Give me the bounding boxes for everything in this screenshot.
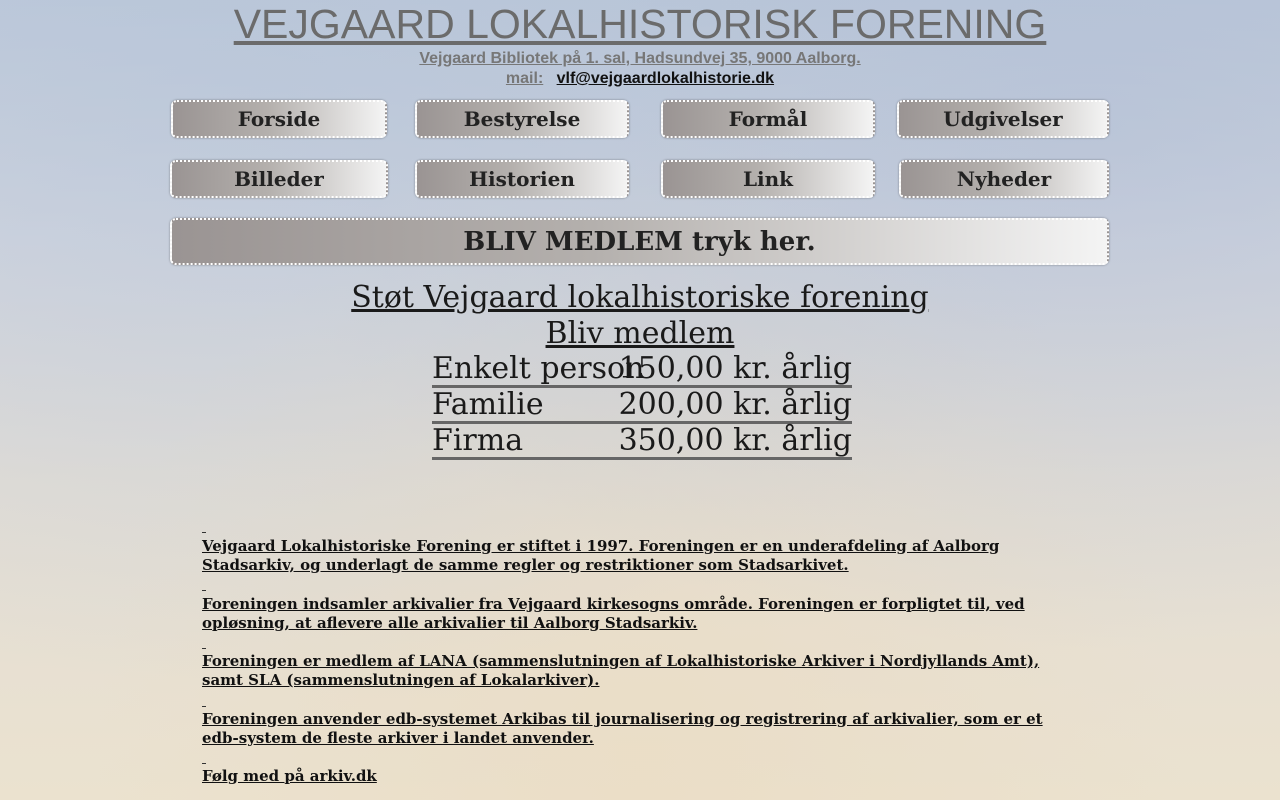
support-subtitle: Bliv medlem (545, 316, 735, 351)
price-value: 150,00 kr. årlig (618, 351, 852, 386)
nav-billeder-button[interactable]: Billeder (170, 160, 388, 198)
price-name: Enkelt person (432, 351, 645, 386)
mail-label: mail: (505, 70, 544, 87)
support-title: Støt Vejgaard lokalhistoriske forening (351, 280, 929, 315)
info-paragraph-arkibas: Foreningen anvender edb-systemet Arkibas til journalisering og registrering af arkivalier, som er et edb-system de fleste arkiver i landet anvender. (202, 710, 1043, 747)
site-title: VEJGAARD LOKALHISTORISK FORENING (233, 1, 1047, 47)
price-row-family (432, 388, 852, 424)
price-value: 200,00 kr. årlig (618, 387, 852, 422)
paragraph-marker (202, 648, 206, 649)
nav-link-button[interactable]: Link (661, 160, 875, 198)
paragraph-marker (202, 763, 206, 764)
paragraph-marker (202, 590, 206, 591)
price-row-person (432, 352, 852, 388)
arkiv-link[interactable]: Følg med på arkiv.dk (202, 767, 377, 785)
info-paragraph-membership: Foreningen er medlem af LANA (sammenslutningen af Lokalhistoriske Arkiver i Nordjyllands Amt), samt SLA (sammenslutningen af Lokalarkiver). (202, 652, 1040, 689)
info-paragraph-collection: Foreningen indsamler arkivalier fra Vejgaard kirkesogns område. Foreningen er forpligtet til, ved opløsning, at aflevere alle arkivalier til Aalborg Stadsarkiv. (202, 595, 1025, 632)
price-row-company (432, 424, 852, 460)
paragraph-marker (202, 706, 206, 707)
mail-link[interactable]: vlf@vejgaardlokalhistorie.dk (556, 70, 775, 87)
price-value: 350,00 kr. årlig (618, 423, 852, 458)
info-paragraph-founded: Vejgaard Lokalhistoriske Forening er stiftet i 1997. Foreningen er en underafdeling af Aalborg Stadsarkiv, og underlagt de samme regler og restriktioner som Stadsarkivet. (202, 537, 1000, 574)
nav-forside-button[interactable]: Forside (171, 100, 387, 138)
price-name: Familie (432, 387, 544, 422)
paragraph-marker (202, 532, 206, 533)
mail-line (0, 69, 1280, 89)
become-member-button[interactable]: BLIV MEDLEM tryk her. (170, 218, 1109, 265)
nav-historien-button[interactable]: Historien (415, 160, 629, 198)
nav-bestyrelse-button[interactable]: Bestyrelse (415, 100, 629, 138)
nav-nyheder-button[interactable]: Nyheder (899, 160, 1109, 198)
nav-udgivelser-button[interactable]: Udgivelser (897, 100, 1109, 138)
nav-formaal-button[interactable]: Formål (661, 100, 875, 138)
address-line: Vejgaard Bibliotek på 1. sal, Hadsundvej 35, 9000 Aalborg. (419, 50, 861, 67)
price-name: Firma (432, 423, 524, 458)
